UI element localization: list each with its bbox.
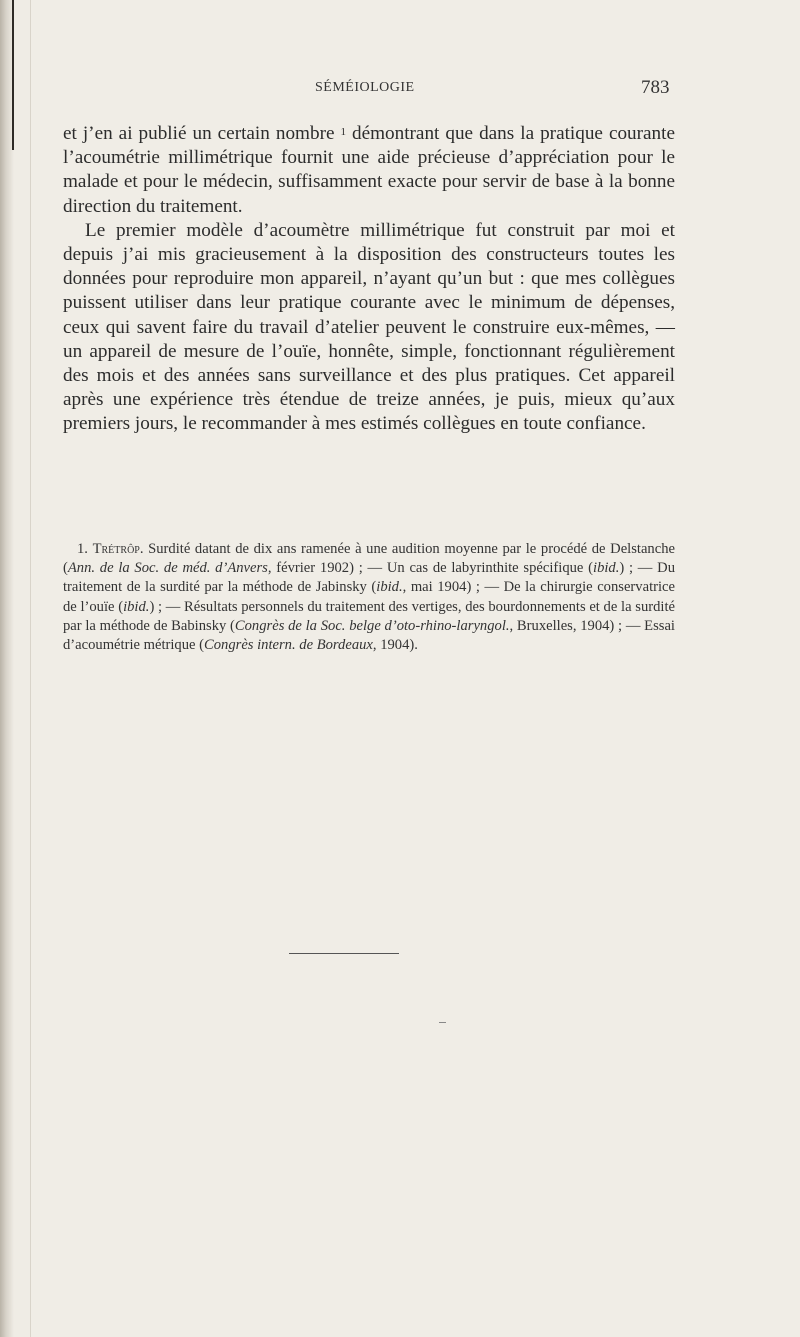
page-number: 783: [641, 77, 670, 98]
binding-shadow: [0, 0, 14, 1337]
section-divider: [289, 953, 399, 954]
paragraph-1-end: démontrant que dans la pratique courante l’acoumétrie millimétrique fournit une aide précieuse d’appréciation pour le malade et pour le médecin, suffisamment exacte pour servir de base à la bonne direction du traitement.: [63, 123, 675, 217]
footnote-text: , février 1902) ; — Un cas de labyrinthite spécifique (: [267, 560, 594, 577]
footnote-reference: 1: [340, 126, 346, 138]
footnote-citation: Ann. de la Soc. de méd. d’Anvers: [67, 560, 268, 577]
footnote-text: , 1904).: [372, 637, 418, 654]
footnote-citation: ibid.: [593, 560, 620, 577]
body-text: [63, 122, 675, 437]
running-title: SÉMÉIOLOGIE: [315, 80, 415, 95]
paragraph-2: Le premier modèle d’acoumètre millimétrique fut construit par moi et depuis j’ai mis gracieusement à la disposition des constructeurs toutes les données pour reproduire mon appareil, n’ayant qu’un but : que mes collègues puissent utiliser dans leur pratique courante avec le minimum de dépenses, ceux qui savent faire du travail d’atelier peuvent le construire eux-mêmes, — un appareil de mesure de l’ouïe, honnête, simple, fonctionnant régulièrement des mois et des années sans surveillance et des plus pratiques. Cet appareil après une expérience très étendue de treize années, je puis, mieux qu’aux premiers jours, le recommander à mes estimés collègues en toute confiance.: [63, 219, 675, 435]
footnote-citation: ibid.: [123, 598, 150, 615]
book-page: [30, 0, 800, 1337]
footnote-citation: Congrès intern. de Bordeaux: [204, 637, 373, 654]
footnote-citation: Congrès de la Soc. belge d’oto-rhino-laryngol.: [234, 617, 510, 634]
paragraph-1-start: et j’en ai publié un certain nombre: [63, 123, 341, 144]
footnotes: [63, 540, 675, 655]
footnote-text: , Bruxelles, 1904) ; — Essai d’acoumétrie métrique (: [63, 617, 675, 654]
page-header: [31, 77, 800, 104]
footnote-citation: ibid.: [376, 579, 403, 596]
footnote-1: [63, 540, 675, 655]
footnote-number: 1.: [77, 541, 88, 557]
paragraph-1: [63, 122, 675, 219]
footnote-text: , mai 1904) ; — De la chirurgie conservatrice de l’ouïe (: [63, 579, 675, 615]
footnote-text: ) ; — Résultats personnels du traitement des vertiges, des bourdonnements et de la surdité par la méthode de Babinsky (: [63, 598, 675, 634]
stray-mark: [439, 1022, 446, 1023]
footnote-text: Surdité datant de dix ans ramenée à une audition moyenne par le procédé de Delstanche (: [63, 541, 675, 577]
footnote-author: Trétrôp.: [92, 541, 144, 557]
page-edge-line: [12, 0, 14, 150]
footnote-text: ) ; — Du traitement de la surdité par la méthode de Jabinsky (: [63, 560, 675, 596]
